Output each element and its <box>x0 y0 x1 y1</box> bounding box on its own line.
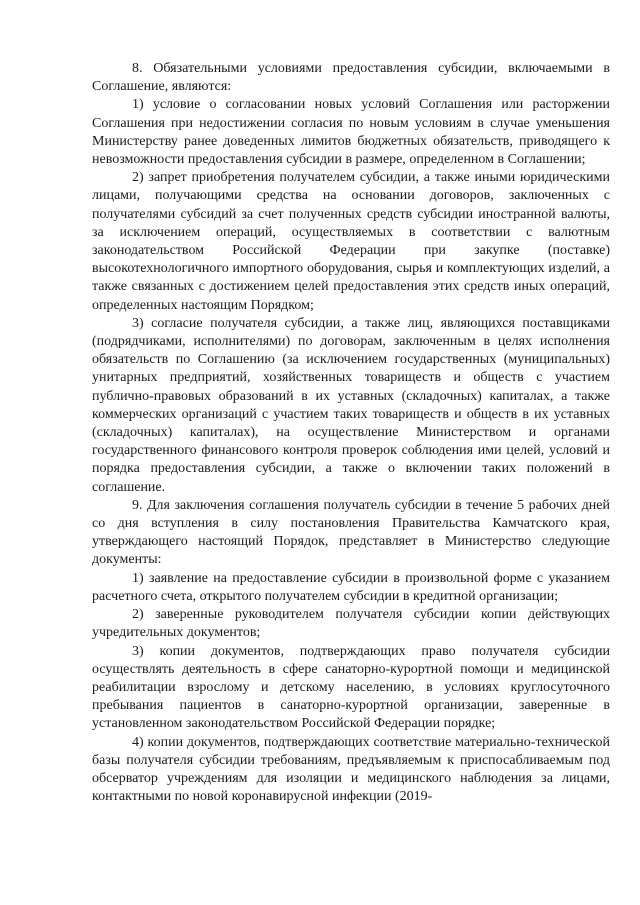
paragraph-subitem-9-1: 1) заявление на предоставление субсидии в произвольной форме с указанием расчетного счета, открытого получателем субсидии в кредитной организации; <box>92 570 610 604</box>
paragraph-subitem-9-2: 2) заверенные руководителем получателя субсидии копии действующих учредительных документов; <box>92 607 610 641</box>
paragraph-item-9: 9. Для заключения соглашения получатель субсидии в течение 5 рабочих дней со дня вступления в силу постановления Правительства Камчатского края, утверждающего настоящий Порядок, представляет в Министерство следующие документы: <box>92 497 610 568</box>
document-body <box>92 60 610 806</box>
paragraph-item-8: 8. Обязательными условиями предоставления субсидии, включаемыми в Соглашение, являются: <box>92 61 610 95</box>
paragraph-subitem-8-2: 2) запрет приобретения получателем субсидии, а также иными юридическими лицами, получающими средства на основании договоров, заключенных с получателями субсидий за счет полученных средств субсидии иностранной валюты, за исключением операций, осуществляемых в соответствии с валютным законодательством Российской Федерации при закупке (поставке) высокотехнологичного импортного оборудования, сырья и комплектующих изделий, а также связанных с достижением целей предоставления этих средств иных операций, определенных настоящим Порядком; <box>92 170 610 313</box>
paragraph-subitem-9-4: 4) копии документов, подтверждающих соответствие материально-технической базы получателя субсидии требованиям, предъявляемым к приспосабливаемым под обсерватор учреждениям для изоляции и медицинского наблюдения за лицами, контактными по новой коронавирусной инфекции (2019- <box>92 734 610 805</box>
paragraph-subitem-8-3: 3) согласие получателя субсидии, а также лиц, являющихся поставщиками (подрядчиками, исполнителями) по договорам, заключенным в целях исполнения обязательств по Соглашению (за исключением государственных (муниципальных) унитарных предприятий, хозяйственных товариществ и обществ с участием публично-правовых образований в их уставных (складочных) капиталах, а также коммерческих организаций с участием таких товариществ и обществ в их уставных (складочных) капиталах), на осуществление Министерством и органами государственного финансового контроля проверок соблюдения ими целей, условий и порядка предоставления субсидии, а также о включении таких положений в соглашение. <box>92 315 610 495</box>
paragraph-subitem-9-3: 3) копии документов, подтверждающих право получателя субсидии осуществлять деятельность в сфере санаторно-курортной помощи и медицинской реабилитации взрослому и детскому населению, в условиях круглосуточного пребывания пациентов в санаторно-курортной организации, заверенные в установленном законодательством Российской Федерации порядке; <box>92 643 610 732</box>
paragraph-subitem-8-1: 1) условие о согласовании новых условий Соглашения или расторжении Соглашения при недостижении согласия по новым условиям в случае уменьшения Министерству ранее доведенных лимитов бюджетных обязательств, приводящего к невозможности предоставления субсидии в размере, определенном в Соглашении; <box>92 97 610 168</box>
